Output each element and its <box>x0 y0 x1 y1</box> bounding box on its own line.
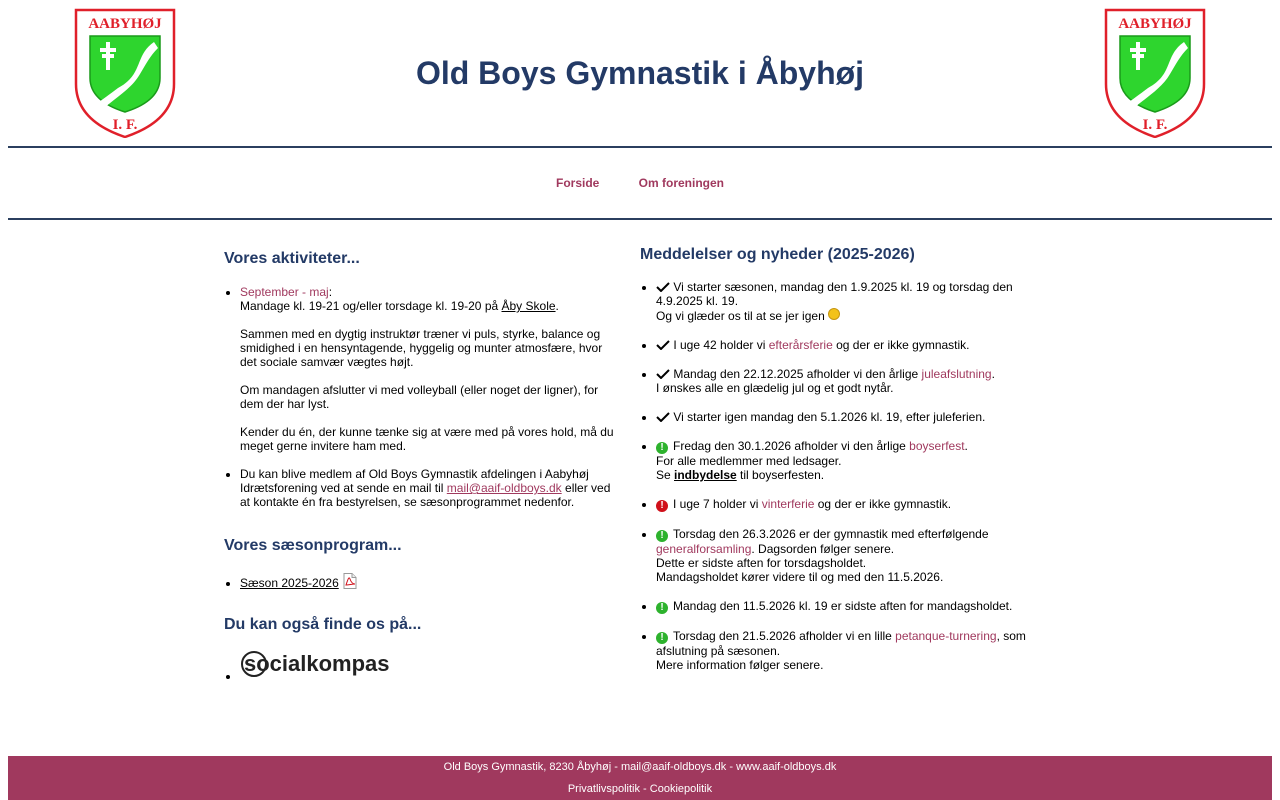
news-text: Dette er sidste aften for torsdagsholdet. <box>656 556 867 570</box>
footer-policy-row <box>8 783 1272 795</box>
news-text: Og vi glæder os til at se jer igen <box>656 309 825 323</box>
indbydelse-link[interactable]: indbydelse <box>674 468 737 482</box>
news-text: Mere information følger senere. <box>656 658 824 672</box>
checkmark-icon <box>656 282 670 292</box>
footer-email-link[interactable]: mail@aaif-oldboys.dk <box>620 761 727 773</box>
nav-link-forside[interactable]: Forside <box>555 176 600 190</box>
page-title: Old Boys Gymnastik i Åbyhøj <box>415 55 865 91</box>
news-text: Mandagsholdet kører videre til og med den 11.5.2026. <box>656 570 944 584</box>
news-item <box>656 280 1040 323</box>
news-text: I ønskes alle en glædelig jul og et godt nytår. <box>656 381 894 395</box>
footer-address: Old Boys Gymnastik, 8230 Åbyhøj - <box>443 761 621 773</box>
description-para-3: Kender du én, der kunne tænke sig at være med på vores hold, må du meget gerne invitere ham med. <box>240 425 614 453</box>
footer-website-link[interactable]: www.aaif-oldboys.dk <box>736 761 837 773</box>
exclamation-icon: ! <box>656 632 668 644</box>
description-para-2: Om mandagen afslutter vi med volleyball (eller noget der ligner), for dem der har lyst. <box>240 383 599 411</box>
activities-list <box>224 285 616 509</box>
list-item: • September - maj: Mandage kl. 19-21 og/eller torsdage kl. 19-20 på Åby Skole. Sammen med en dygtig instruktør træner vi puls, styrke, balance og smidighed i en hensyntagende, hyggelig og munter atmosfære, hvor det sociale samvær vægtes højt. Om mandagen afslutter vi med volleyball (eller noget der ligner), for dem der har lyst. Kender du én, der kunne tænke sig at være med på vores hold, må du meget gerne invitere ham med. <box>240 285 616 453</box>
svg-text:I. F.: I. F. <box>112 117 138 133</box>
schedule-text: Mandage kl. 19-21 og/eller torsdage kl. 19-20 på <box>240 299 502 313</box>
generalforsamling-link[interactable]: generalforsamling <box>656 542 752 556</box>
svg-text:I. F.: I. F. <box>1142 117 1168 133</box>
news-heading: Meddelelser og nyheder (2025-2026) <box>640 246 915 263</box>
description-para-1: Sammen med en dygtig instruktør træner vi puls, styrke, balance og smidighed i en hensyntagende, hyggelig og munter atmosfære, hvor det sociale samvær vægtes højt. <box>240 327 603 369</box>
list-item <box>240 648 616 683</box>
checkmark-icon <box>656 412 670 422</box>
news-text: I uge 42 holder vi <box>673 338 769 352</box>
cookie-policy-link[interactable]: Cookiepolitik <box>649 783 713 795</box>
membership-text: Du kan blive medlem af Old Boys Gymnastik afdelingen i Aabyhøj Idrætsforening ved at sende en mail til <box>240 467 589 495</box>
socialkompas-logo <box>240 648 392 680</box>
news-text: og der er ikke gymnastik. <box>814 497 952 511</box>
exclamation-icon: ! <box>656 602 668 614</box>
news-text: Se <box>656 468 675 482</box>
news-text: Fredag den 30.1.2026 afholder vi den årlige <box>673 439 910 453</box>
footer <box>8 756 1272 800</box>
news-text: , som afslutning på sæsonen. <box>656 629 1026 658</box>
news-text: I uge 7 holder vi <box>673 497 762 511</box>
svg-text:AABYHØJ: AABYHØJ <box>88 16 162 32</box>
program-list <box>224 573 616 590</box>
news-text: Torsdag den 21.5.2026 afholder vi en lille <box>673 629 896 643</box>
checkmark-icon <box>656 340 670 350</box>
news-text: og der er ikke gymnastik. <box>832 338 970 352</box>
news-item <box>656 410 1040 424</box>
news-item <box>656 629 1040 672</box>
season-link[interactable]: September - maj <box>240 285 329 299</box>
news-text: til boyserfesten. <box>736 468 825 482</box>
news-text: Vi starter igen mandag den 5.1.2026 kl. 19, efter juleferien. <box>673 410 986 424</box>
svg-text:AABYHØJ: AABYHØJ <box>1118 16 1192 32</box>
news-text: . <box>991 367 995 381</box>
left-column <box>224 240 616 683</box>
vinterferie-link[interactable]: vinterferie <box>761 497 815 511</box>
list-item <box>240 467 616 509</box>
program-heading: Vores sæsonprogram... <box>224 537 402 554</box>
right-column <box>640 240 1040 672</box>
socialkompas-link[interactable] <box>240 648 392 683</box>
news-item <box>656 527 1040 584</box>
smiley-icon <box>828 308 840 320</box>
nav-divider <box>8 218 1272 220</box>
season-program-link[interactable]: Sæson 2025-2026 <box>240 576 339 590</box>
checkmark-icon <box>656 369 670 379</box>
activities-heading: Vores aktiviteter... <box>224 250 360 267</box>
news-text: Mandag den 22.12.2025 afholder vi den årlige <box>673 367 922 381</box>
news-list <box>640 280 1040 672</box>
pdf-icon[interactable] <box>342 573 358 589</box>
header-divider <box>8 146 1272 148</box>
main-nav <box>0 176 1280 190</box>
efterarsferie-link[interactable]: efterårsferie <box>768 338 833 352</box>
news-item <box>656 599 1040 614</box>
petanque-link[interactable]: petanque-turnering <box>895 629 997 643</box>
news-text: . Dagsorden følger senere. <box>751 542 895 556</box>
socialkompas-wordmark: • socialkompas <box>244 651 390 676</box>
footer-separator: - <box>639 783 650 795</box>
membership-text-end: eller ved at kontakte én fra bestyrelsen, se sæsonprogrammet nedenfor. <box>240 481 611 509</box>
news-item <box>656 439 1040 482</box>
exclamation-icon: ! <box>656 530 668 542</box>
news-item <box>656 367 1040 395</box>
footer-contact-row <box>8 761 1272 773</box>
news-text: Mandag den 11.5.2026 kl. 19 er sidste aften for mandagsholdet. <box>673 599 1013 613</box>
news-text: Torsdag den 26.3.2026 er der gymnastik med efterfølgende <box>673 527 989 541</box>
exclamation-icon: ! <box>656 442 668 454</box>
alert-icon: ! <box>656 500 668 512</box>
email-link[interactable]: mail@aaif-oldboys.dk <box>446 481 562 495</box>
aby-skole-link[interactable]: Åby Skole <box>501 299 556 313</box>
list-item <box>240 573 616 590</box>
news-item <box>656 338 1040 352</box>
social-list <box>224 648 616 683</box>
news-text: . <box>964 439 968 453</box>
find-us-heading: Du kan også finde os på... <box>224 616 422 633</box>
boyserfest-link[interactable]: boyserfest <box>909 439 965 453</box>
nav-link-om-foreningen[interactable]: Om foreningen <box>638 176 725 190</box>
privacy-policy-link[interactable]: Privatlivspolitik <box>567 783 640 795</box>
news-item <box>656 497 1040 512</box>
juleafslutning-link[interactable]: juleafslutning <box>921 367 992 381</box>
news-text: For alle medlemmer med ledsager. <box>656 454 842 468</box>
news-text: Vi starter sæsonen, mandag den 1.9.2025 kl. 19 og torsdag den 4.9.2025 kl. 19. <box>656 280 1013 308</box>
footer-separator: - <box>726 761 737 773</box>
